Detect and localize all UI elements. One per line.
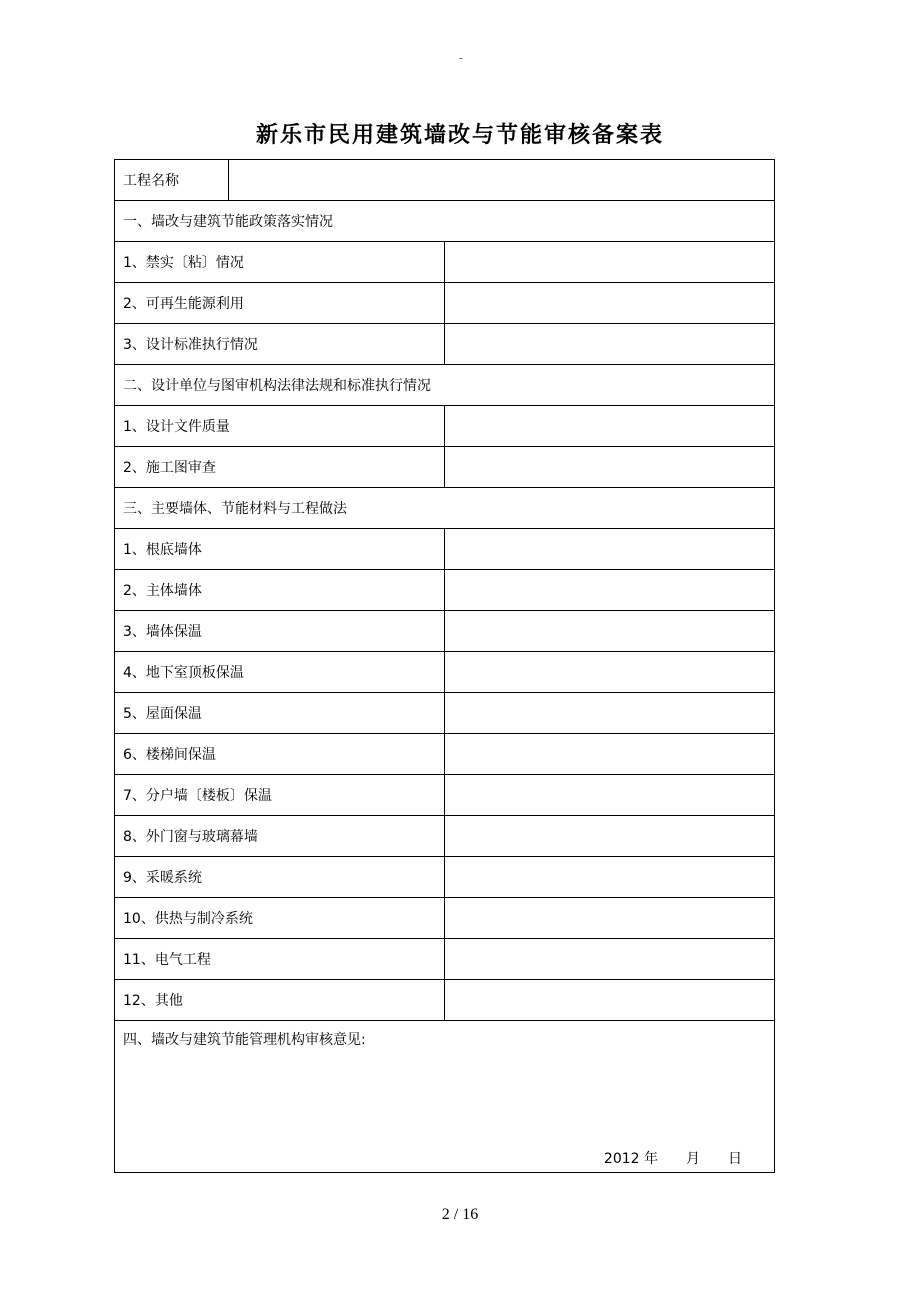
table-row: [115, 857, 775, 898]
date-month: 月: [686, 1151, 700, 1167]
item-value-cell[interactable]: [445, 816, 775, 857]
item-label: 1、设计文件质量: [115, 406, 445, 447]
item-label: 9、采暖系统: [115, 857, 445, 898]
table-row: [115, 980, 775, 1021]
opinion-date: [604, 1148, 742, 1168]
item-label: 8、外门窗与玻璃幕墙: [115, 816, 445, 857]
item-label: 1、根底墙体: [115, 529, 445, 570]
item-value-cell[interactable]: [445, 939, 775, 980]
item-value-cell[interactable]: [445, 529, 775, 570]
project-name-label: 工程名称: [115, 160, 229, 201]
table-row: [115, 939, 775, 980]
table-row: [115, 734, 775, 775]
item-label: 1、禁实〔粘〕情况: [115, 242, 445, 283]
item-label: 7、分户墙〔楼板〕保温: [115, 775, 445, 816]
section-heading-row: [115, 201, 775, 242]
item-label: 2、可再生能源利用: [115, 283, 445, 324]
item-value-cell[interactable]: [445, 734, 775, 775]
item-label: 5、屋面保温: [115, 693, 445, 734]
item-label: 2、主体墙体: [115, 570, 445, 611]
item-value-cell[interactable]: [445, 570, 775, 611]
section-heading-row: [115, 488, 775, 529]
item-label: 3、设计标准执行情况: [115, 324, 445, 365]
table-row: [115, 898, 775, 939]
table-row: [115, 283, 775, 324]
record-form-table: [114, 159, 775, 1173]
table-row: [115, 816, 775, 857]
item-label: 10、供热与制冷系统: [115, 898, 445, 939]
table-row: [115, 529, 775, 570]
item-label: 2、施工图审查: [115, 447, 445, 488]
opinion-heading: 四、墙改与建筑节能管理机构审核意见:: [123, 1032, 366, 1048]
item-value-cell[interactable]: [445, 242, 775, 283]
project-name-row: [115, 160, 775, 201]
opinion-cell[interactable]: [115, 1021, 775, 1173]
item-value-cell[interactable]: [445, 447, 775, 488]
item-value-cell[interactable]: [445, 283, 775, 324]
table-row: [115, 652, 775, 693]
section-heading-row: [115, 365, 775, 406]
item-label: 12、其他: [115, 980, 445, 1021]
item-value-cell[interactable]: [445, 857, 775, 898]
item-value-cell[interactable]: [445, 652, 775, 693]
item-value-cell[interactable]: [445, 693, 775, 734]
item-label: 3、墙体保温: [115, 611, 445, 652]
section-heading: 二、设计单位与图审机构法律法规和标准执行情况: [115, 365, 775, 406]
table-row: [115, 570, 775, 611]
item-value-cell[interactable]: [445, 324, 775, 365]
item-label: 4、地下室顶板保温: [115, 652, 445, 693]
item-value-cell[interactable]: [445, 611, 775, 652]
item-value-cell[interactable]: [445, 898, 775, 939]
page-number: 2 / 16: [441, 1206, 479, 1223]
page-title: 新乐市民用建筑墙改与节能审核备案表: [255, 122, 664, 148]
item-value-cell[interactable]: [445, 980, 775, 1021]
table-row: [115, 611, 775, 652]
item-label: 6、楼梯间保温: [115, 734, 445, 775]
header-mark: -: [459, 52, 463, 64]
item-value-cell[interactable]: [445, 406, 775, 447]
project-name-field[interactable]: [229, 160, 775, 201]
table-row: [115, 447, 775, 488]
table-row: [115, 775, 775, 816]
item-label: 11、电气工程: [115, 939, 445, 980]
table-row: [115, 693, 775, 734]
table-row: [115, 242, 775, 283]
section-heading: 一、墙改与建筑节能政策落实情况: [115, 201, 775, 242]
date-day: 日: [728, 1151, 742, 1167]
section-heading: 三、主要墙体、节能材料与工程做法: [115, 488, 775, 529]
table-row: [115, 406, 775, 447]
table-row: [115, 324, 775, 365]
opinion-row: [115, 1021, 775, 1173]
item-value-cell[interactable]: [445, 775, 775, 816]
date-year: 2012 年: [603, 1151, 658, 1167]
